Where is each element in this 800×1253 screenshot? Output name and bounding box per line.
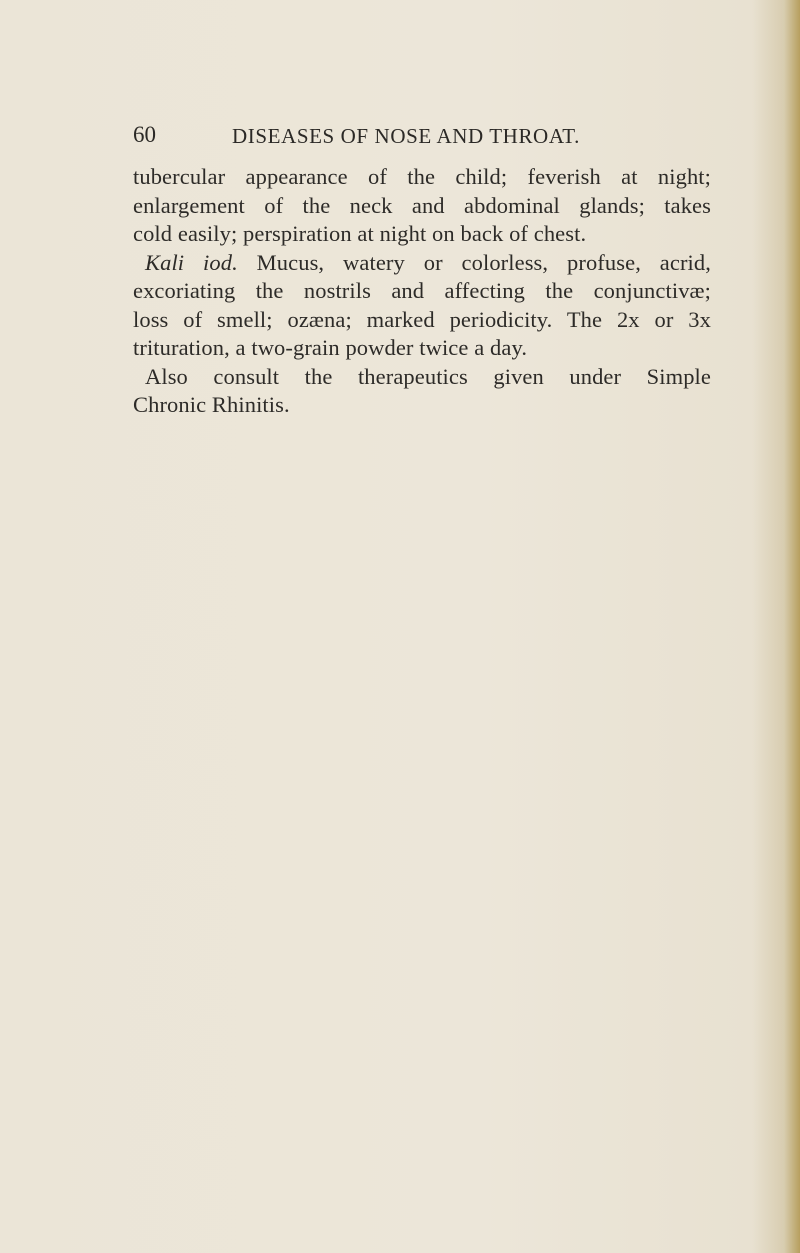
text-line bbox=[133, 249, 711, 278]
text-line: trituration, a two-grain powder twice a day. bbox=[133, 335, 528, 360]
text-line: tubercular appearance of the child; feverish at night; bbox=[133, 164, 711, 189]
running-head: DISEASES OF NOSE AND THROAT. bbox=[232, 124, 580, 148]
text-line: Chronic Rhinitis. bbox=[133, 392, 290, 417]
remedy-name: Kali iod. bbox=[145, 249, 238, 275]
text-line: excoriating the nostrils and affecting the conjunctivæ; bbox=[133, 278, 711, 303]
text-line: loss of smell; ozæna; marked periodicity. The 2x or 3x bbox=[133, 306, 711, 332]
text-line: Also consult the therapeutics given under Simple bbox=[145, 363, 711, 389]
text-line: cold easily; perspiration at night on back of chest. bbox=[133, 221, 587, 246]
paragraph-3 bbox=[133, 363, 711, 420]
body-text bbox=[133, 163, 711, 420]
paragraph-2 bbox=[133, 249, 711, 363]
text-run: Mucus, watery or colorless, profuse, acrid, bbox=[237, 249, 711, 275]
paragraph-1 bbox=[133, 163, 711, 249]
page-number: 60 bbox=[133, 122, 156, 147]
text-line: enlargement of the neck and abdominal glands; takes bbox=[133, 192, 711, 218]
